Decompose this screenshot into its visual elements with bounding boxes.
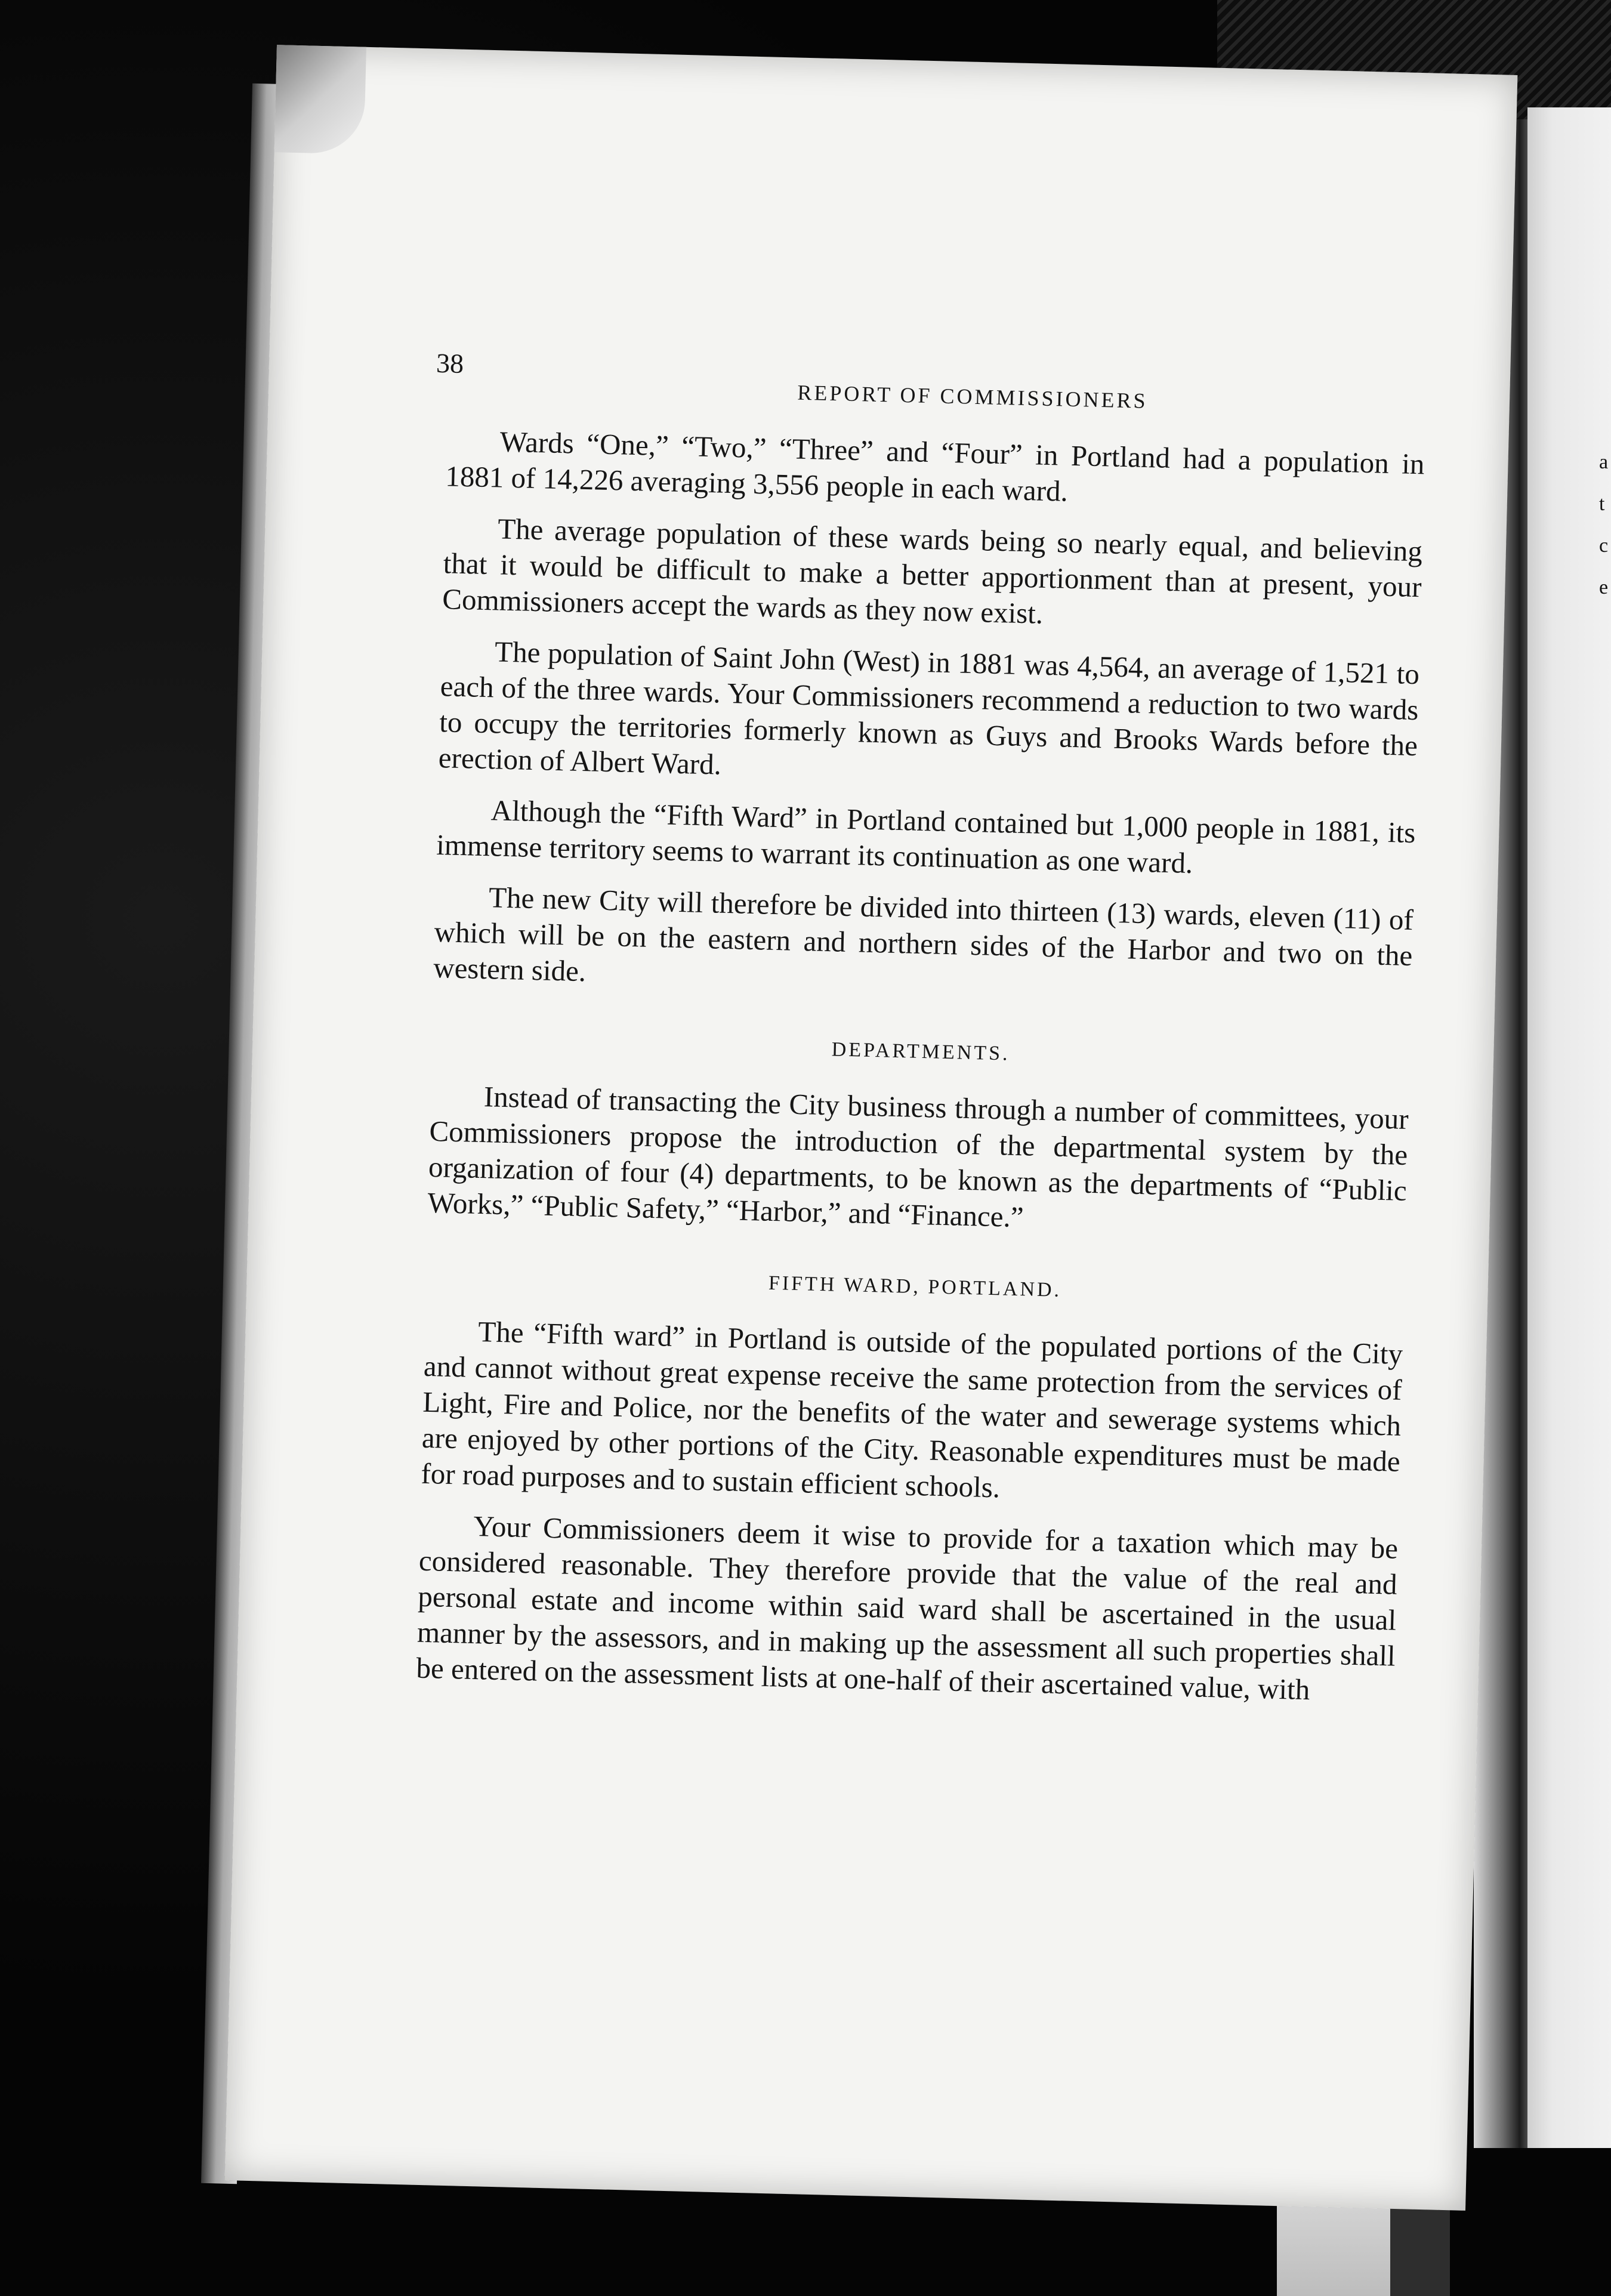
fragment: a: [1599, 451, 1609, 473]
paragraph: The population of Saint John (West) in 1881 was 4,564, an average of 1,521 to each of the three wards. Your Commissioners recommend a reduction to two wards to occupy the territories formerly known as Guys and Brooks Wards before the erection of Albert Ward.: [438, 635, 1420, 781]
paragraph: Although the “Fifth Ward” in Portland contained but 1,000 people in 1881, its immense territory seems to warrant its continuation as one ward.: [436, 794, 1416, 880]
fragment: e: [1599, 576, 1609, 598]
running-head: REPORT OF COMMISSIONERS: [797, 380, 1149, 413]
fragment: t: [1599, 493, 1605, 515]
facing-page-fragments: [1599, 442, 1611, 609]
section-heading-fifth-ward: FIFTH WARD, PORTLAND.: [768, 1272, 1062, 1301]
paragraph: Wards “One,” “Two,” “Three” and “Four” in Portland had a population in 1881 of 14,226 averaging 3,556 people in each ward.: [445, 425, 1425, 508]
page-content: [415, 300, 1428, 1725]
page-number: 38: [436, 347, 464, 379]
paragraph: The average population of these wards being so nearly equal, and believing that it would be difficult to make a better apportionment than at present, your Commissioners accept the wards as they now exist.: [442, 512, 1423, 630]
facing-page: [1527, 107, 1611, 2148]
paragraph: Instead of transacting the City business through a number of committees, your Commissioners propose the introduction of the departmental system by the organization of four (4) departments, to be known as the departments of “Public Works,” “Public Safety,” “Harbor,” and “Finance.”: [427, 1080, 1409, 1234]
book-page: [225, 45, 1518, 2211]
paragraph: The “Fifth ward” in Portland is outside of the populated portions of the City and cannot without great expense receive the same protection from the services of Light, Fire and Police, nor the benefits of the water and sewerage systems which are enjoyed by other portions of the City. Reasonable expenditures must be made for road purposes and to sustain efficient schools.: [420, 1315, 1403, 1504]
paragraph: The new City will therefore be divided into thirteen (13) wards, eleven (11) of which will be on the eastern and northern sides of the Harbor and two on the western side.: [433, 881, 1414, 988]
page-curl: [274, 45, 366, 155]
fragment: c: [1599, 535, 1609, 557]
section-heading-departments: DEPARTMENTS.: [831, 1038, 1010, 1065]
paragraph: Your Commissioners deem it wise to provide for a taxation which may be considered reasonable. They therefore provide that the value of the real and personal estate and income within said ward shall be ascertained in the usual manner by the assessors, and in making up the assessment all such properties shall be entered on the assessment lists at one-half of their ascertained value, with: [415, 1509, 1399, 1706]
